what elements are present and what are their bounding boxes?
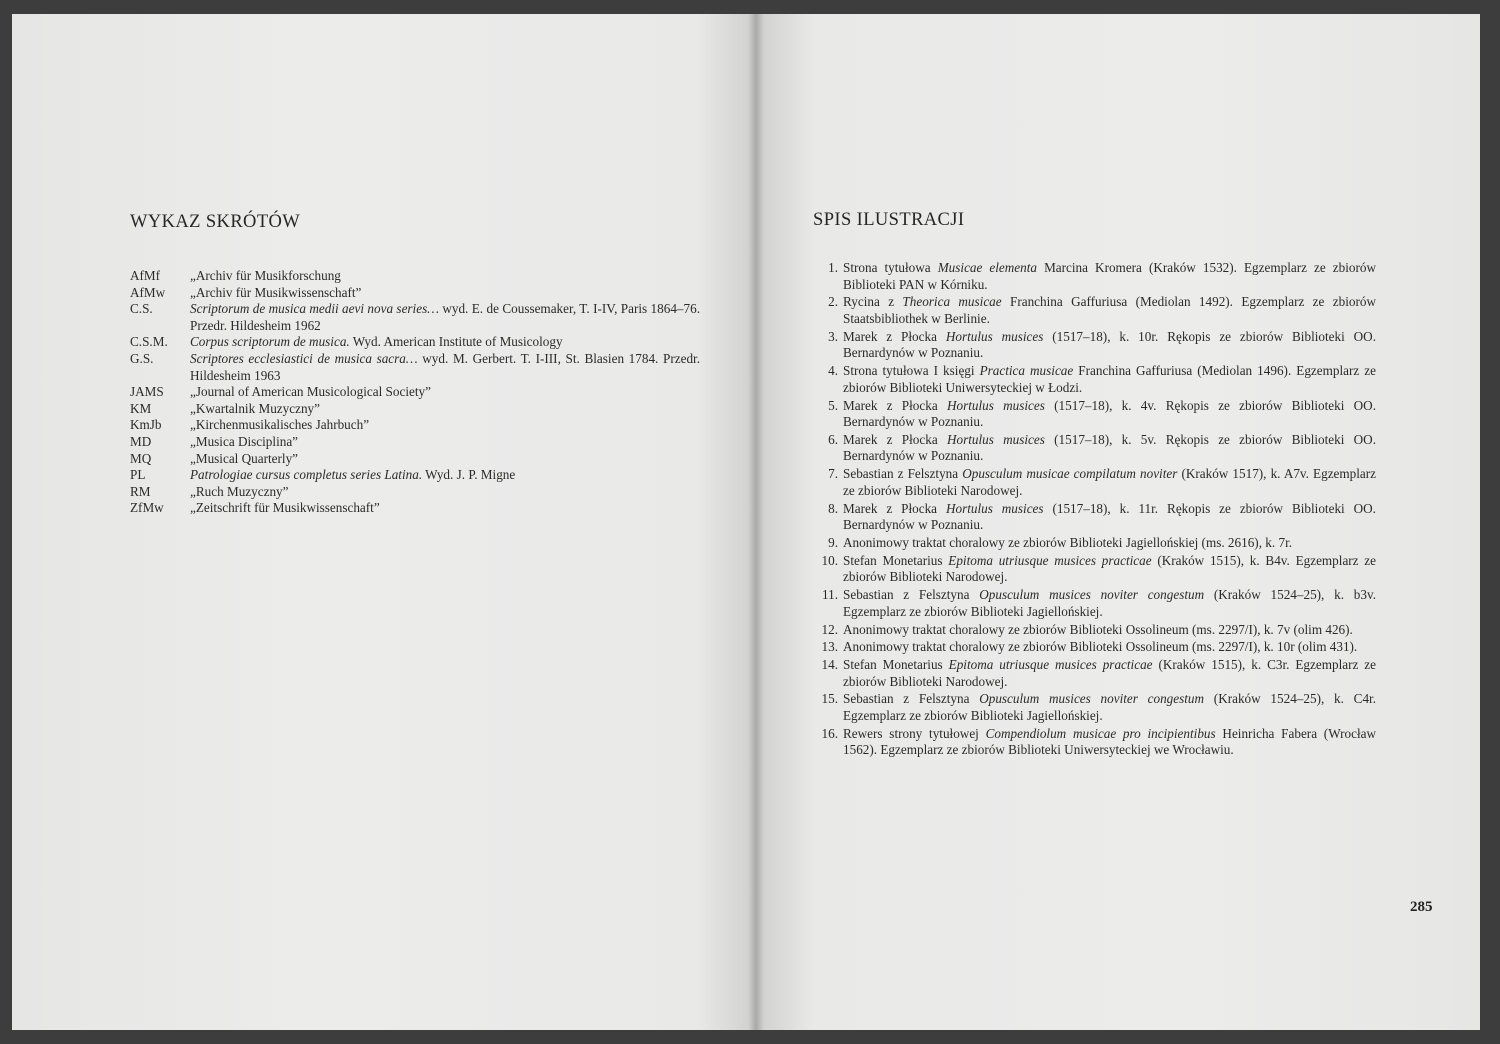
illustration-description (843, 501, 1376, 534)
illustration-number: 2. (828, 294, 838, 310)
abbreviation-row (130, 351, 700, 384)
illustration-description (843, 432, 1376, 465)
text-segment: Stefan Monetarius (843, 552, 949, 568)
abbreviation-definition (190, 268, 700, 285)
text-segment: (Kraków 1515), k. B4v. Egzemplarz ze zbiorów Biblioteki Narodowej. (843, 552, 1376, 585)
illustration-description (843, 329, 1376, 362)
illustration-item (814, 639, 1376, 656)
text-segment: Marek z Płocka (843, 397, 947, 413)
text-segment: Anonimowy traktat choralowy ze zbiorów Biblioteki Ossolineum (ms. 2297/I), k. 7v (olim 426). (843, 621, 1353, 637)
illustration-description (843, 622, 1376, 639)
abbreviation-code: ZfMw (130, 500, 164, 516)
italic-title: Practica musicae (979, 363, 1074, 379)
abbreviation-row (130, 401, 700, 418)
italic-title: Theorica musicae (902, 294, 1002, 310)
text-segment: „Zeitschrift für Musikwissenschaft” (190, 500, 380, 516)
text-segment: Sebastian z Felsztyna (843, 466, 963, 482)
text-segment: „Kwartalnik Muzyczny” (190, 400, 320, 416)
abbreviation-row (130, 417, 700, 434)
illustration-number: 11. (822, 587, 838, 603)
illustration-description (843, 398, 1376, 431)
illustration-item (814, 329, 1376, 362)
illustration-number: 8. (828, 500, 838, 516)
text-segment: wyd. E. de Coussemaker, T. I-IV, Paris 1864–76. Przedr. Hildesheim 1962 (190, 301, 700, 333)
illustration-description (843, 657, 1376, 690)
text-segment: Sebastian z Felsztyna (843, 587, 980, 603)
text-segment: Franchina Gaffuriusa (Mediolan 1492). Egzemplarz ze zbiorów Staatsbibliothek w Berlinie. (843, 294, 1376, 326)
illustration-description (843, 466, 1376, 499)
text-segment: (Kraków 1517), k. A7v. Egzemplarz ze zbiorów Biblioteki Narodowej. (843, 466, 1377, 498)
abbreviations-title: WYKAZ SKRÓTÓW (130, 212, 301, 232)
abbreviation-row (130, 268, 700, 285)
text-segment: „Musical Quarterly” (190, 450, 299, 466)
text-segment: „Archiv für Musikforschung (190, 268, 341, 283)
abbreviation-definition (190, 417, 700, 434)
illustration-number: 3. (828, 328, 838, 344)
text-segment: (1517–18), k. 11r. Rękopis ze zbiorów Biblioteki OO. Bernardynów w Poznaniu. (843, 500, 1376, 533)
text-segment: Heinricha Fabera (Wrocław 1562). Egzemplarz ze zbiorów Biblioteki Uniwersyteckiej we Wrocławiu. (843, 725, 1376, 758)
abbreviations-list (130, 268, 700, 517)
abbreviation-code: AfMf (130, 268, 161, 283)
italic-title: Hortulus musices (946, 397, 1045, 413)
abbreviation-definition (190, 285, 700, 302)
abbreviation-code: KmJb (130, 417, 162, 433)
abbreviation-row (130, 384, 700, 401)
text-segment: Wyd. American Institute of Musicology (349, 334, 563, 350)
abbreviation-code: G.S. (130, 350, 154, 366)
italic-title: Epitoma utriusque musices practicae (948, 657, 1153, 673)
illustration-number: 1. (828, 260, 838, 275)
illustration-description (843, 691, 1376, 724)
abbreviation-row (130, 434, 700, 451)
italic-title: Opusculum musices noviter congestum (979, 691, 1205, 707)
illustration-number: 12. (821, 621, 838, 637)
illustration-description (843, 553, 1376, 586)
text-segment: Strona tytułowa I księgi (843, 363, 980, 379)
abbreviation-definition (190, 384, 700, 401)
illustration-item (814, 432, 1376, 465)
italic-title: Scriptorum de musica medii aevi nova series… (190, 301, 439, 317)
illustration-item (814, 622, 1376, 639)
abbreviation-definition (190, 500, 700, 517)
italic-title: Opusculum musices noviter congestum (979, 587, 1205, 603)
illustration-number: 10. (821, 552, 838, 568)
abbreviation-code: MQ (130, 450, 152, 466)
italic-title: Hortulus musices (945, 328, 1044, 344)
abbreviation-row (130, 301, 700, 334)
illustration-number: 13. (821, 639, 838, 655)
illustration-item (814, 587, 1376, 620)
abbreviation-definition (190, 401, 700, 418)
abbreviation-row (130, 285, 700, 302)
abbreviation-code: PL (130, 467, 146, 483)
text-segment: Sebastian z Felsztyna (843, 691, 980, 707)
illustration-description (843, 260, 1376, 293)
abbreviation-definition (190, 451, 700, 468)
abbreviation-code: AfMw (130, 284, 166, 300)
illustration-item (814, 553, 1376, 586)
illustration-item (814, 657, 1376, 690)
abbreviation-definition (190, 351, 700, 384)
text-segment: Marek z Płocka (843, 431, 947, 447)
right-page (756, 14, 1480, 1030)
abbreviation-row (130, 467, 700, 484)
abbreviation-row (130, 500, 700, 517)
illustration-description (843, 535, 1376, 552)
italic-title: Opusculum musicae compilatum noviter (962, 466, 1178, 482)
abbreviation-row (130, 451, 700, 468)
abbreviation-code: RM (130, 483, 151, 499)
italic-title: Corpus scriptorum de musica. (190, 334, 350, 350)
text-segment: Rycina z (843, 294, 903, 310)
abbreviation-row (130, 484, 700, 501)
abbreviation-definition (190, 484, 700, 501)
text-segment: wyd. M. Gerbert. T. I-III, St. Blasien 1784. Przedr. Hildesheim 1963 (190, 350, 700, 383)
illustration-item (814, 501, 1376, 534)
text-segment: Strona tytułowa (843, 260, 938, 275)
illustration-description (843, 639, 1376, 656)
text-segment: Marek z Płocka (843, 328, 946, 344)
illustration-item (814, 691, 1376, 724)
illustration-number: 14. (821, 657, 838, 673)
abbreviation-code: KM (130, 400, 152, 416)
illustration-number: 5. (828, 397, 838, 413)
italic-title: Patrologiae cursus completus series Latina. (190, 467, 423, 483)
text-segment: Stefan Monetarius (843, 657, 949, 673)
text-segment: (1517–18), k. 5v. Rękopis ze zbiorów Biblioteki OO. Bernardynów w Poznaniu. (843, 431, 1376, 464)
text-segment: „Kirchenmusikalisches Jahrbuch” (190, 417, 370, 433)
illustration-description (843, 587, 1376, 620)
left-page (12, 14, 756, 1030)
illustration-description (843, 726, 1376, 759)
italic-title: Musicae elementa (937, 260, 1038, 275)
illustration-number: 4. (828, 363, 838, 379)
abbreviation-definition (190, 334, 700, 351)
illustration-number: 15. (821, 691, 838, 707)
text-segment: Anonimowy traktat choralowy ze zbiorów Biblioteki Jagiellońskiej (ms. 2616), k. 7r. (843, 535, 1293, 550)
illustration-number: 16. (821, 725, 838, 741)
abbreviation-code: JAMS (130, 384, 164, 400)
text-segment: (1517–18), k. 4v. Rękopis ze zbiorów Biblioteki OO. Bernardynów w Poznaniu. (843, 397, 1376, 430)
text-segment: Franchina Gaffuriusa (Mediolan 1496). Egzemplarz ze zbiorów Biblioteki Uniwersyteckiej w Łodzi. (843, 363, 1376, 395)
illustration-description (843, 294, 1376, 327)
abbreviation-code: C.S.M. (130, 334, 168, 350)
text-segment: „Musica Disciplina” (190, 433, 299, 449)
text-segment: (Kraków 1515), k. C3r. Egzemplarz ze zbiorów Biblioteki Narodowej. (843, 657, 1376, 689)
text-segment: Marcina Kromera (Kraków 1532). Egzemplarz ze zbiorów Biblioteki PAN w Kórniku. (843, 260, 1376, 292)
abbreviation-code: MD (130, 433, 152, 449)
text-segment: (1517–18), k. 10r. Rękopis ze zbiorów Biblioteki OO. Bernardynów w Poznaniu. (843, 328, 1376, 361)
illustration-item (814, 726, 1376, 759)
illustrations-title: SPIS ILUSTRACJI (813, 210, 965, 230)
illustration-number: 7. (828, 466, 838, 482)
illustration-item (814, 398, 1376, 431)
italic-title: Scriptores ecclesiastici de musica sacra… (190, 350, 418, 366)
abbreviation-definition (190, 301, 700, 334)
italic-title: Compendiolum musicae pro incipientibus (985, 725, 1216, 741)
illustration-number: 6. (828, 431, 838, 447)
text-segment: Anonimowy traktat choralowy ze zbiorów Biblioteki Ossolineum (ms. 2297/I), k. 10r (olim 431). (843, 639, 1358, 655)
italic-title: Hortulus musices (945, 500, 1044, 516)
text-segment: Rewers strony tytułowej (843, 725, 986, 741)
illustration-item (814, 466, 1376, 499)
text-segment: „Journal of American Musicological Society” (190, 384, 431, 400)
abbreviation-row (130, 334, 700, 351)
abbreviation-code: C.S. (130, 301, 153, 317)
page-number: 285 (1410, 899, 1433, 915)
text-segment: (Kraków 1524–25), k. b3v. Egzemplarz ze zbiorów Biblioteki Jagiellońskiej. (843, 587, 1376, 619)
italic-title: Epitoma utriusque musices practicae (948, 552, 1152, 568)
text-segment: Marek z Płocka (843, 500, 946, 516)
abbreviation-definition (190, 434, 700, 451)
text-segment: (Kraków 1524–25), k. C4r. Egzemplarz ze zbiorów Biblioteki Jagiellońskiej. (843, 691, 1377, 724)
illustrations-list (814, 260, 1376, 760)
abbreviation-definition (190, 467, 700, 484)
illustration-description (843, 363, 1376, 396)
illustration-item (814, 535, 1376, 552)
illustration-number: 9. (828, 535, 838, 550)
illustration-item (814, 294, 1376, 327)
text-segment: „Archiv für Musikwissenschaft” (190, 284, 362, 300)
illustration-item (814, 260, 1376, 293)
illustration-item (814, 363, 1376, 396)
text-segment: Wyd. J. P. Migne (422, 467, 516, 483)
text-segment: „Ruch Muzyczny” (190, 483, 289, 499)
italic-title: Hortulus musices (946, 431, 1045, 447)
